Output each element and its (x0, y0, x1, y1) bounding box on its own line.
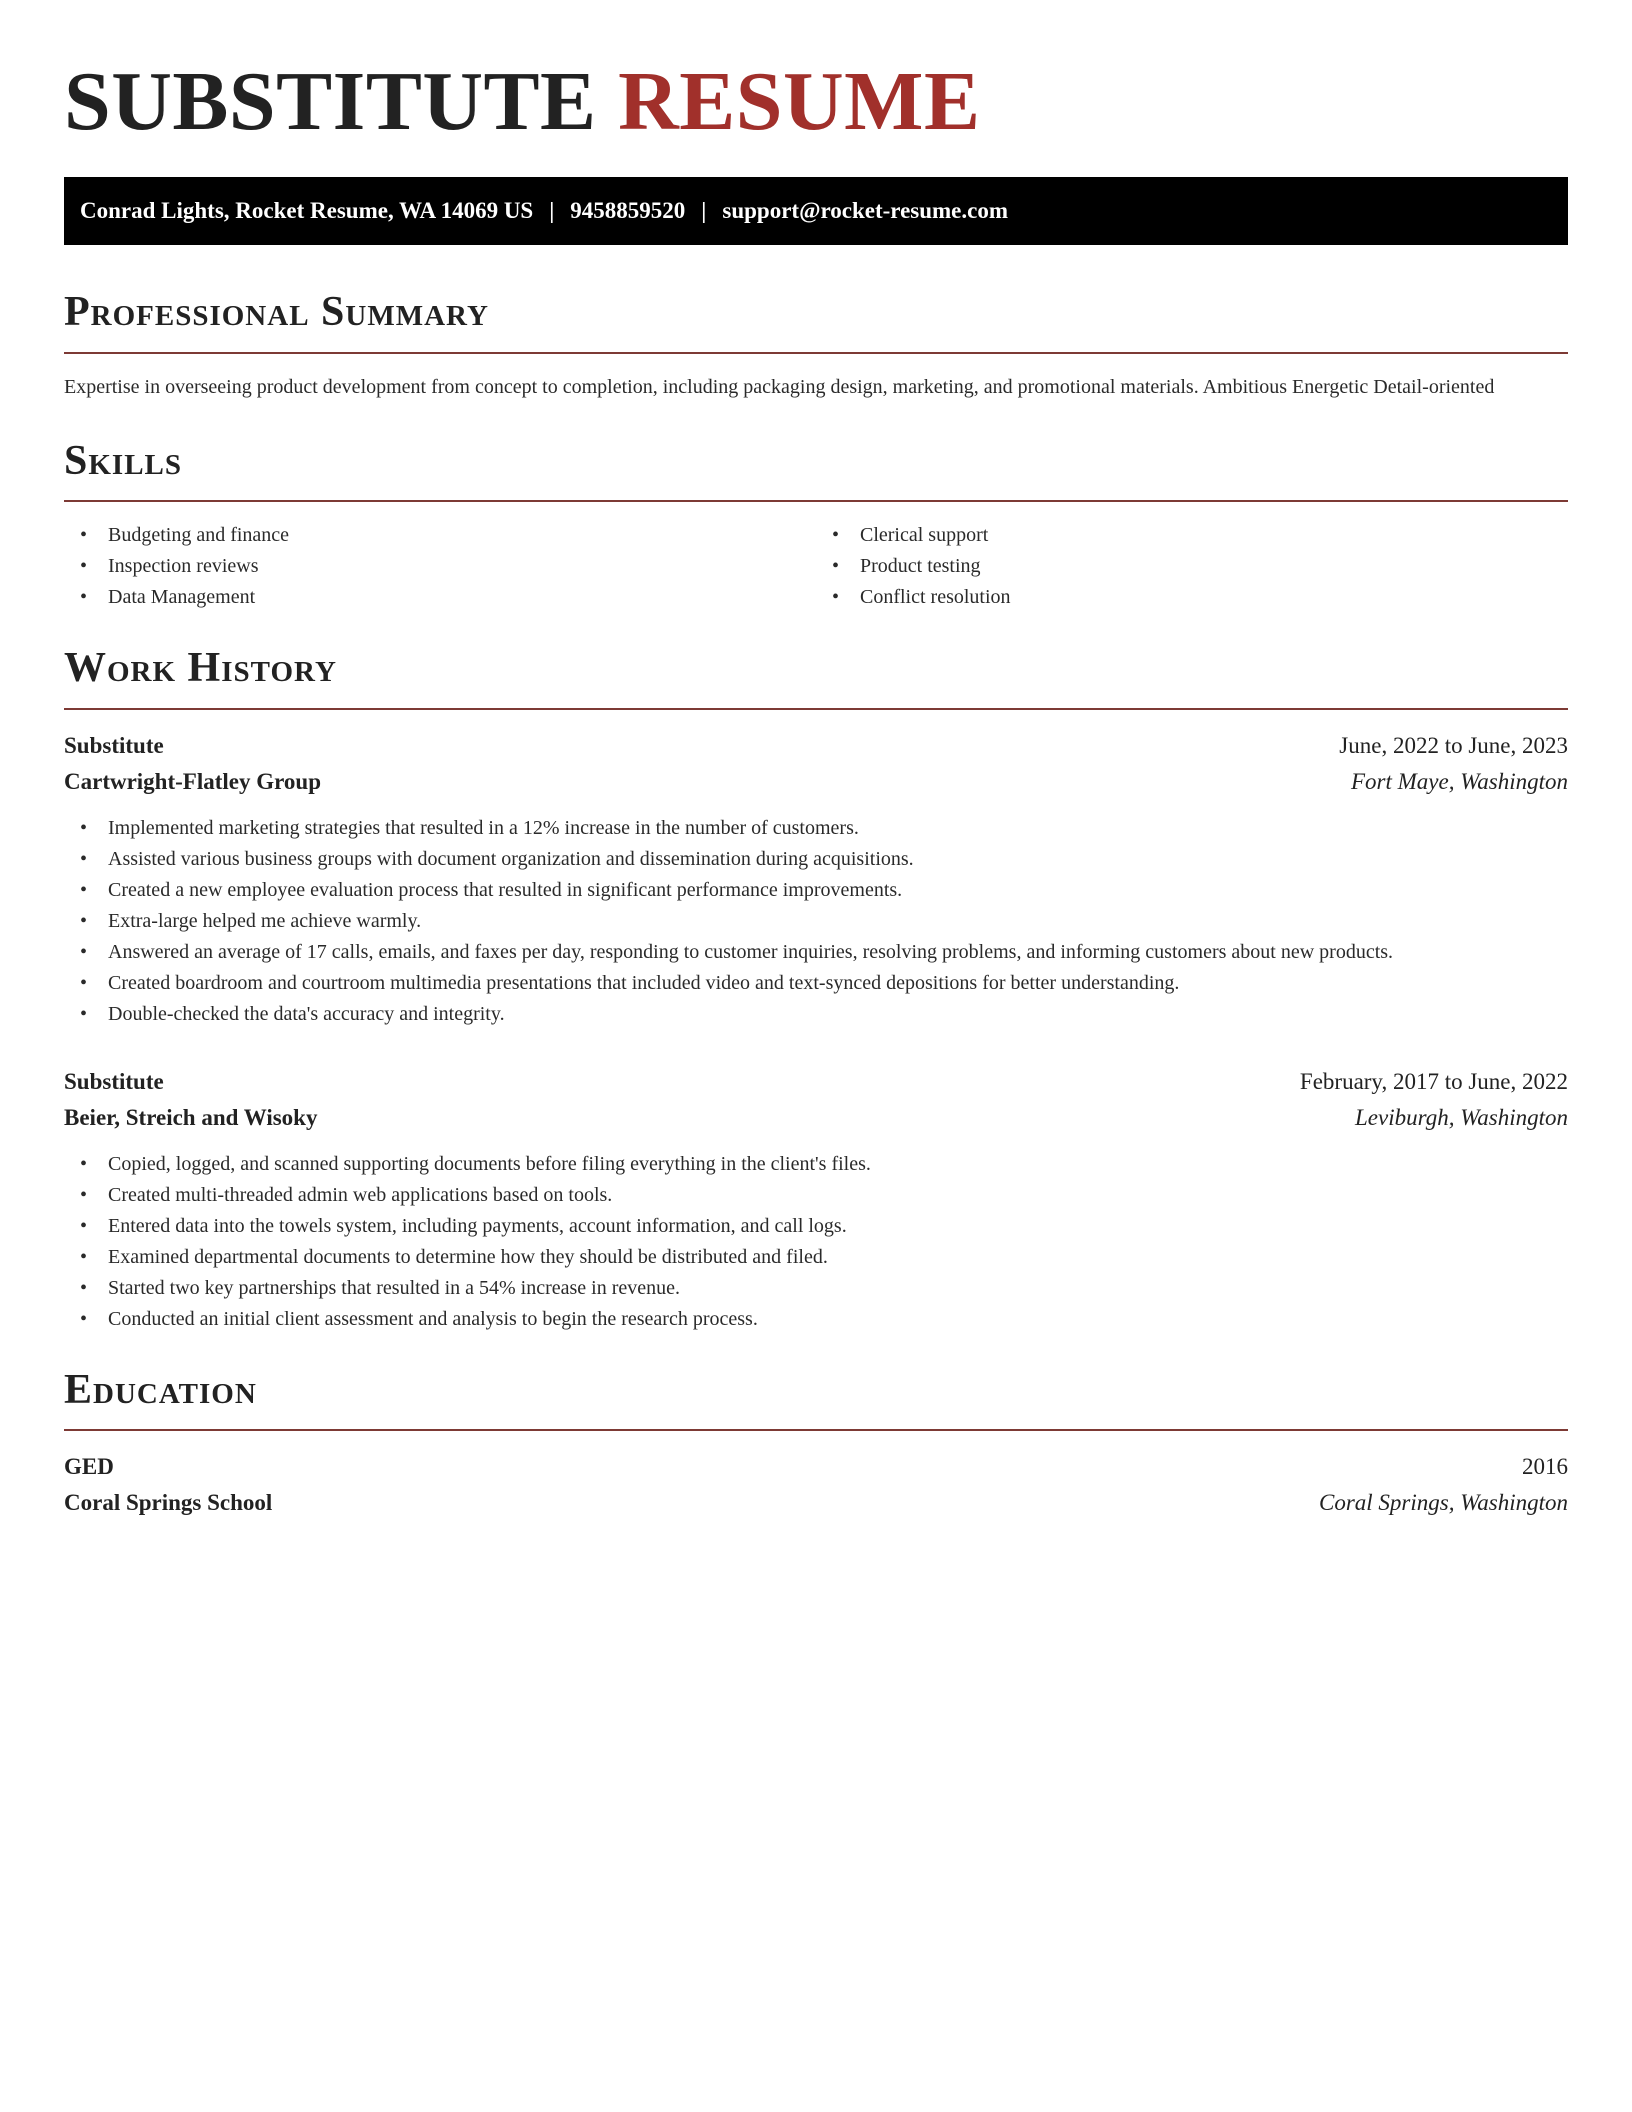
skill-item: • Clerical support (816, 520, 1568, 551)
education-location: Coral Springs, Washington (1318, 1489, 1568, 1515)
education-school: Coral Springs School (64, 1489, 273, 1515)
job-bullet: • Implemented marketing strategies that resulted in a 12% increase in the number of customers. (64, 813, 1568, 844)
education-entry (64, 1449, 1568, 1521)
work-history-section (64, 643, 1568, 1334)
job-entry (64, 728, 1568, 1030)
education-school-row (64, 1485, 1568, 1521)
job-dates: February, 2017 to June, 2022 (1299, 1068, 1568, 1094)
section-heading-summary: Professional Summary (64, 289, 489, 336)
section-heading-education: Education (64, 1366, 257, 1413)
skill-item: • Inspection reviews (64, 551, 816, 582)
contact-address: Conrad Lights, Rocket Resume, WA 14069 US (80, 198, 534, 224)
job-bullet: • Started two key partnerships that resulted in a 54% increase in revenue. (64, 1273, 1568, 1304)
job-bullet: • Answered an average of 17 calls, emails, and faxes per day, responding to customer inquiries, resolving problems, and informing customers about new products. (64, 937, 1568, 968)
education-section (64, 1365, 1568, 1521)
job-company: Cartwright-Flatley Group (64, 768, 322, 794)
section-divider (64, 352, 1568, 354)
job-title: Substitute (64, 732, 164, 758)
section-divider (64, 1429, 1568, 1431)
job-bullet: • Conducted an initial client assessment and analysis to begin the research process. (64, 1304, 1568, 1335)
title-accent: RESUME (618, 55, 981, 148)
contact-separator: | (701, 198, 707, 224)
job-bullet: • Created boardroom and courtroom multimedia presentations that included video and text-synced depositions for better understanding. (64, 968, 1568, 999)
job-bullet: • Assisted various business groups with document organization and dissemination during acquisitions. (64, 844, 1568, 875)
skills-list-left (64, 520, 816, 613)
skill-item: • Data Management (64, 582, 816, 613)
job-dates: June, 2022 to June, 2023 (1339, 732, 1568, 758)
job-header-row (64, 1064, 1568, 1100)
job-location: Fort Maye, Washington (1351, 768, 1568, 794)
skill-item: • Conflict resolution (816, 582, 1568, 613)
job-title: Substitute (64, 1068, 164, 1094)
summary-section (64, 287, 1568, 401)
education-degree: GED (64, 1453, 114, 1479)
title-main: SUBSTITUTE (64, 55, 597, 148)
resume-title (64, 56, 1568, 148)
job-company: Beier, Streich and Wisoky (64, 1104, 318, 1130)
section-divider (64, 708, 1568, 710)
education-year: 2016 (1522, 1453, 1568, 1479)
job-bullet: • Copied, logged, and scanned supporting documents before filing everything in the client's files. (64, 1149, 1568, 1180)
job-bullet: • Extra-large helped me achieve warmly. (64, 906, 1568, 937)
job-bullets (64, 813, 1568, 1030)
skill-item: • Budgeting and finance (64, 520, 816, 551)
job-bullets (64, 1149, 1568, 1335)
education-header-row (64, 1449, 1568, 1485)
contact-separator: | (549, 198, 555, 224)
contact-phone: 9458859520 (570, 198, 686, 224)
skills-list-right (816, 520, 1568, 613)
job-header-row (64, 728, 1568, 764)
skill-item: • Product testing (816, 551, 1568, 582)
job-entry (64, 1064, 1568, 1335)
section-heading-work: Work History (64, 645, 337, 692)
section-divider (64, 500, 1568, 502)
job-bullet: • Created multi-threaded admin web applications based on tools. (64, 1180, 1568, 1211)
contact-bar (64, 177, 1568, 245)
job-bullet: • Created a new employee evaluation process that resulted in significant performance improvements. (64, 875, 1568, 906)
job-company-row (64, 1100, 1568, 1136)
job-bullet: • Examined departmental documents to determine how they should be distributed and filed. (64, 1242, 1568, 1273)
job-bullet: • Double-checked the data's accuracy and integrity. (64, 999, 1568, 1030)
job-location: Leviburgh, Washington (1355, 1104, 1568, 1130)
skills-section (64, 436, 1568, 613)
contact-email: support@rocket-resume.com (722, 198, 1009, 224)
summary-text: Expertise in overseeing product development from concept to completion, including packaging design, marketing, and promotional materials. Ambitious Energetic Detail-oriented (64, 375, 1495, 398)
job-bullet: • Entered data into the towels system, including payments, account information, and call logs. (64, 1211, 1568, 1242)
section-heading-skills: Skills (64, 437, 183, 484)
skills-grid (64, 520, 1568, 613)
job-company-row (64, 764, 1568, 800)
